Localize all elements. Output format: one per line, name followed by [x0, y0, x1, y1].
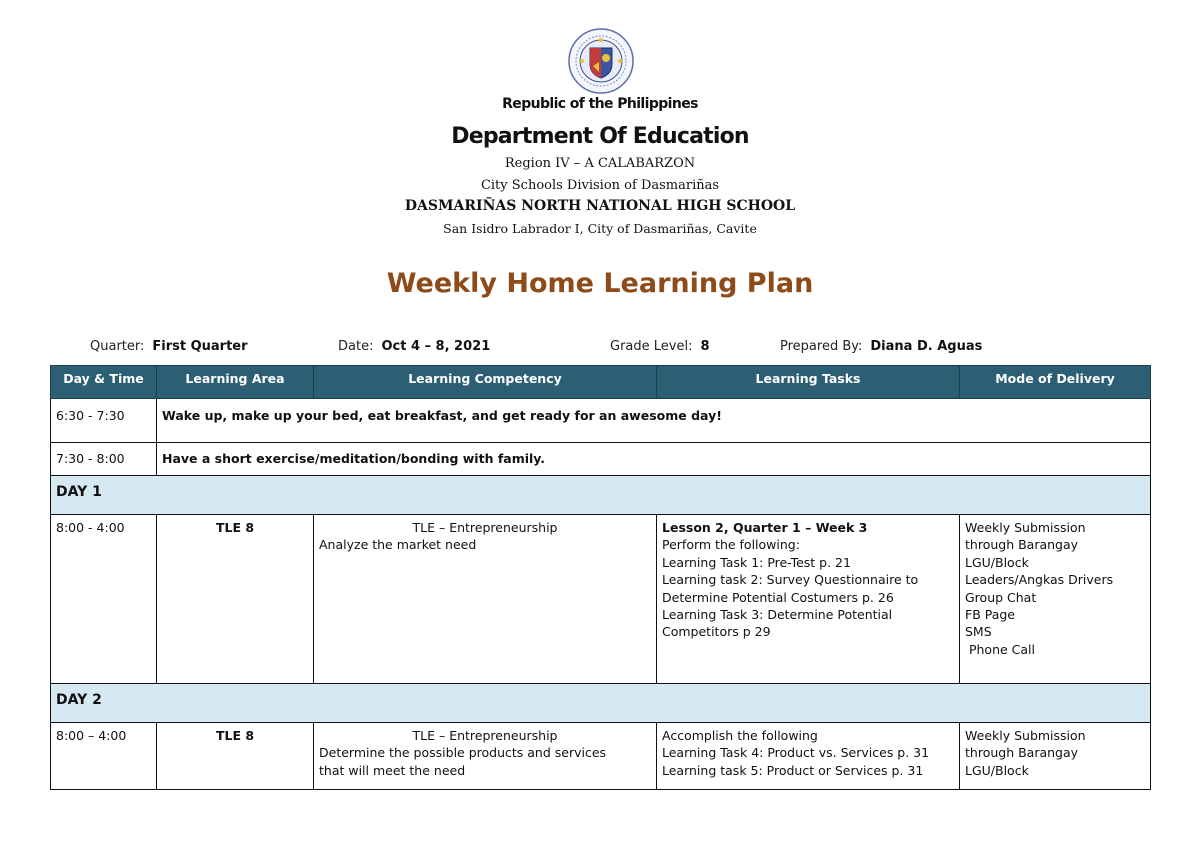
school-address: San Isidro Labrador I, City of Dasmariñas, Cavite — [443, 221, 757, 236]
task-line: Learning Task 1: Pre-Test p. 21 — [662, 554, 851, 570]
learning-area: TLE 8 — [157, 723, 314, 790]
delivery-cell — [960, 515, 1151, 684]
page-title: Weekly Home Learning Plan — [386, 268, 814, 299]
day-label: DAY 2 — [51, 684, 1151, 723]
table-header-row — [51, 366, 1151, 399]
grade-label: Grade Level: — [610, 339, 693, 354]
activity-time: 8:00 - 4:00 — [51, 515, 157, 684]
date-field — [338, 339, 490, 354]
col-header-competency: Learning Competency — [314, 366, 657, 399]
table-row — [51, 723, 1151, 790]
task-line: Determine Potential Costumers p. 26 — [662, 589, 894, 605]
date-label: Date: — [338, 339, 374, 354]
task-line: Learning task 5: Product or Services p. 31 — [662, 762, 924, 778]
day-label: DAY 1 — [51, 476, 1151, 515]
routine-time: 7:30 - 8:00 — [51, 443, 157, 476]
region-line: Region IV – A CALABARZON — [504, 156, 696, 171]
table-row — [51, 515, 1151, 684]
col-header-delivery: Mode of Delivery — [960, 366, 1151, 399]
task-line: Perform the following: — [662, 537, 800, 553]
competency-text: Analyze the market need — [319, 537, 477, 553]
date-value: Oct 4 – 8, 2021 — [381, 339, 491, 354]
department-heading: Department Of Education — [451, 124, 749, 149]
delivery-line: Weekly Submission — [965, 520, 1086, 535]
task-line: Accomplish the following — [662, 728, 818, 743]
division-line: City Schools Division of Dasmariñas — [480, 178, 720, 193]
day-row — [51, 476, 1151, 515]
delivery-line: SMS — [965, 624, 992, 640]
competency-cell — [314, 723, 657, 790]
delivery-line: Leaders/Angkas Drivers — [965, 572, 1114, 588]
table-row — [51, 443, 1151, 476]
delivery-line: through Barangay — [965, 745, 1079, 761]
day-row — [51, 684, 1151, 723]
delivery-line: Group Chat — [965, 589, 1037, 605]
task-line: Lesson 2, Quarter 1 – Week 3 — [662, 520, 868, 535]
routine-time: 6:30 - 7:30 — [51, 399, 157, 443]
delivery-line: Phone Call — [965, 641, 1036, 657]
tasks-cell — [657, 515, 960, 684]
republic-heading: Republic of the Philippines — [502, 96, 698, 112]
school-name: DASMARIÑAS NORTH NATIONAL HIGH SCHOOL — [404, 198, 796, 214]
quarter-field — [90, 339, 248, 354]
col-header-tasks: Learning Tasks — [657, 366, 960, 399]
competency-title: TLE – Entrepreneurship — [412, 520, 558, 535]
routine-text: Wake up, make up your bed, eat breakfast, and get ready for an awesome day! — [157, 399, 1151, 443]
quarter-label: Quarter: — [90, 339, 145, 354]
task-line: Learning Task 4: Product vs. Services p. 31 — [662, 745, 930, 761]
routine-text: Have a short exercise/meditation/bonding with family. — [157, 443, 1151, 476]
delivery-cell — [960, 723, 1151, 790]
learning-plan-table — [50, 365, 1151, 790]
competency-text: that will meet the need — [319, 762, 466, 778]
prepared-label: Prepared By: — [780, 339, 863, 354]
delivery-line: LGU/Block — [965, 762, 1029, 778]
col-header-day-time: Day & Time — [51, 366, 157, 399]
col-header-learning-area: Learning Area — [157, 366, 314, 399]
prepared-value: Diana D. Aguas — [870, 339, 983, 354]
quarter-value: First Quarter — [152, 339, 248, 354]
task-line: Learning task 2: Survey Questionnaire to — [662, 572, 919, 588]
tasks-cell — [657, 723, 960, 790]
learning-area: TLE 8 — [157, 515, 314, 684]
activity-time: 8:00 – 4:00 — [51, 723, 157, 790]
competency-title: TLE – Entrepreneurship — [412, 728, 558, 743]
task-line: Learning Task 3: Determine Potential — [662, 607, 893, 623]
delivery-line: FB Page — [965, 607, 1015, 623]
deped-seal-icon — [568, 28, 634, 94]
task-line: Competitors p 29 — [662, 624, 771, 640]
grade-value: 8 — [700, 339, 710, 354]
delivery-line: Weekly Submission — [965, 728, 1086, 743]
delivery-line: through Barangay — [965, 537, 1079, 553]
grade-field — [610, 339, 710, 354]
delivery-line: LGU/Block — [965, 554, 1029, 570]
competency-cell — [314, 515, 657, 684]
prepared-field — [780, 339, 982, 354]
competency-text: Determine the possible products and services — [319, 745, 607, 761]
table-row — [51, 399, 1151, 443]
